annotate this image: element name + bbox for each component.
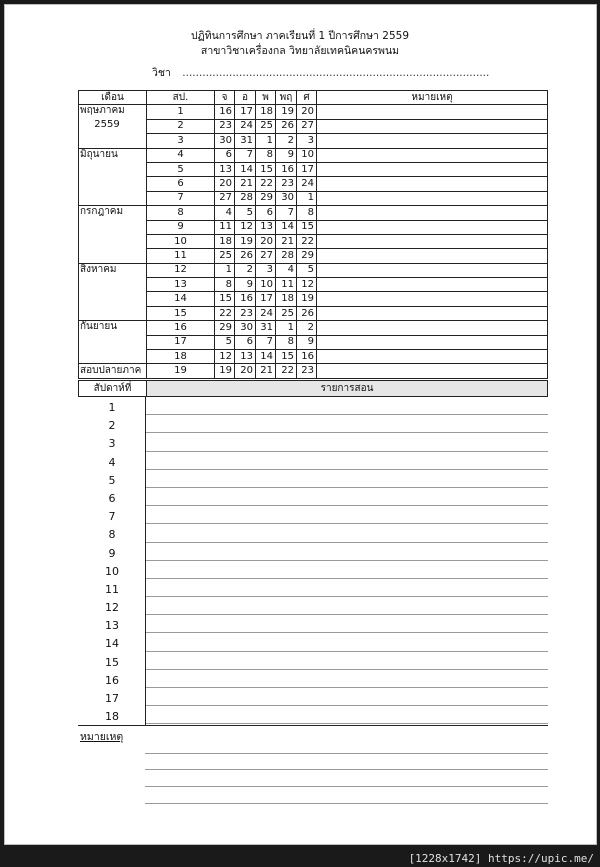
remark-cell [317,206,548,220]
calendar-week-row [79,335,548,349]
plan-week-row [78,688,548,706]
day-cell: 26 [235,249,256,263]
calendar-column-header: เดือน [79,91,147,105]
final-exam-label: สอบปลายภาค [79,364,147,378]
calendar-column-header: พฤ [276,91,297,105]
plan-week-row [78,670,548,688]
image-size-watermark: [1228x1742] https://upic.me/ [408,852,594,865]
week-number: 3 [147,134,215,148]
calendar-week-row [79,350,548,364]
remark-cell [317,335,548,349]
day-cell: 6 [235,335,256,349]
week-number: 17 [147,335,215,349]
day-cell: 2 [235,263,256,277]
document-subtitle: สาขาวิชาเครื่องกล วิทยาลัยเทคนิคนครพนม [200,45,400,57]
day-cell: 23 [235,306,256,320]
plan-week-row [78,561,548,579]
day-cell: 23 [215,119,235,133]
day-cell: 14 [256,350,276,364]
notes-line [145,753,548,754]
day-cell: 11 [215,220,235,234]
day-cell: 10 [256,278,276,292]
remark-cell [317,306,548,320]
day-cell: 16 [276,162,297,176]
remark-cell [317,263,548,277]
day-cell: 29 [256,191,276,205]
month-cell [79,119,147,133]
teaching-plan-header [78,380,548,397]
day-cell: 18 [276,292,297,306]
day-cell: 8 [297,206,317,220]
remark-cell [317,148,548,162]
day-cell: 8 [276,335,297,349]
day-cell: 27 [215,191,235,205]
plan-week-number: 7 [108,510,116,524]
teaching-plan-divider [145,397,146,725]
plan-week-row [78,543,548,561]
day-cell: 25 [256,119,276,133]
week-number: 2 [147,119,215,133]
remark-cell [317,249,548,263]
day-cell: 12 [297,278,317,292]
week-number: 19 [147,364,215,378]
remark-cell [317,278,548,292]
plan-week-row [78,506,548,524]
day-cell: 2 [276,134,297,148]
calendar-week-row [79,292,548,306]
day-cell: 9 [297,335,317,349]
day-cell: 24 [297,177,317,191]
day-cell: 23 [297,364,317,378]
plan-week-number: 18 [105,710,119,724]
day-cell: 13 [215,162,235,176]
day-cell: 5 [235,206,256,220]
day-cell: 17 [235,105,256,119]
plan-week-row [78,488,548,506]
calendar-week-row [79,278,548,292]
day-cell: 19 [297,292,317,306]
remark-cell [317,364,548,378]
day-cell: 8 [256,148,276,162]
remark-cell [317,162,548,176]
remark-cell [317,234,548,248]
day-cell: 19 [276,105,297,119]
day-cell: 26 [276,119,297,133]
day-cell: 13 [235,350,256,364]
final-exam-row [79,364,548,378]
subject-dots: ............................................................................................ [182,67,490,79]
month-name: กรกฎาคม [80,206,124,218]
day-cell: 7 [235,148,256,162]
plan-week-number: 14 [105,637,119,651]
day-cell: 21 [276,234,297,248]
week-number: 9 [147,220,215,234]
month-cell [79,148,147,162]
calendar-body [79,105,548,378]
calendar-column-header: จ [215,91,235,105]
remark-cell [317,134,548,148]
month-cell [79,350,147,364]
day-cell: 18 [256,105,276,119]
day-cell: 1 [297,191,317,205]
day-cell: 19 [215,364,235,378]
calendar-column-header: สป. [147,91,215,105]
remark-cell [317,292,548,306]
month-cell [79,177,147,191]
day-cell: 3 [297,134,317,148]
teaching-plan-bottom-rule [78,725,548,726]
day-cell: 26 [297,306,317,320]
day-cell: 6 [256,206,276,220]
month-name: มิถุนายน [80,148,118,160]
day-cell: 30 [215,134,235,148]
remark-cell [317,191,548,205]
month-cell [79,335,147,349]
plan-week-number: 4 [108,455,116,469]
month-cell [79,191,147,205]
day-cell: 22 [215,306,235,320]
day-cell: 1 [276,321,297,335]
month-cell [79,292,147,306]
day-cell: 3 [256,263,276,277]
day-cell: 2 [297,321,317,335]
week-number: 11 [147,249,215,263]
day-cell: 18 [215,234,235,248]
week-number: 5 [147,162,215,176]
day-cell: 15 [215,292,235,306]
week-column-header: สัปดาห์ที่ [78,381,146,396]
day-cell: 28 [235,191,256,205]
week-number: 7 [147,191,215,205]
plan-week-number: 3 [108,437,116,451]
plan-week-row [78,415,548,433]
remark-cell [317,119,548,133]
day-cell: 16 [215,105,235,119]
calendar-week-row [79,263,548,277]
month-name: พฤษภาคม [80,105,125,117]
day-cell: 16 [297,350,317,364]
week-number: 10 [147,234,215,248]
teaching-items-header: รายการสอน [146,381,548,396]
calendar-week-row [79,249,548,263]
day-cell: 20 [235,364,256,378]
week-number: 4 [147,148,215,162]
week-number: 18 [147,350,215,364]
day-cell: 21 [256,364,276,378]
day-cell: 9 [276,148,297,162]
plan-week-number: 12 [105,601,119,615]
notes-line [145,786,548,787]
calendar-week-row [79,119,548,133]
calendar-week-row [79,206,548,220]
plan-week-row [78,397,548,415]
day-cell: 9 [235,278,256,292]
day-cell: 8 [215,278,235,292]
plan-week-row [78,652,548,670]
day-cell: 31 [235,134,256,148]
day-cell: 28 [276,249,297,263]
week-number: 8 [147,206,215,220]
day-cell: 21 [235,177,256,191]
calendar-week-row [79,134,548,148]
day-cell: 31 [256,321,276,335]
plan-week-row [78,433,548,451]
plan-week-row [78,706,548,724]
remark-cell [317,220,548,234]
subject-line [152,64,489,81]
day-cell: 24 [235,119,256,133]
calendar-week-row [79,148,548,162]
day-cell: 24 [256,306,276,320]
day-cell: 25 [215,249,235,263]
plan-week-number: 17 [105,692,119,705]
day-cell: 30 [235,321,256,335]
day-cell: 7 [256,335,276,349]
plan-week-row [78,524,548,542]
month-cell [79,220,147,234]
month-name: สิงหาคม [80,263,117,275]
day-cell: 22 [256,177,276,191]
notes-line [145,803,548,804]
calendar-header-row [79,91,548,105]
week-number: 6 [147,177,215,191]
week-number: 16 [147,321,215,335]
subject-label: วิชา [152,67,171,79]
day-cell: 4 [215,206,235,220]
day-cell: 20 [215,177,235,191]
day-cell: 27 [256,249,276,263]
calendar-column-header: อ [235,91,256,105]
calendar-week-row [79,234,548,248]
day-cell: 29 [215,321,235,335]
week-number: 1 [147,105,215,119]
day-cell: 23 [276,177,297,191]
plan-week-row [78,452,548,470]
day-cell: 15 [256,162,276,176]
remark-cell [317,105,548,119]
day-cell: 5 [215,335,235,349]
day-cell: 14 [276,220,297,234]
month-cell [79,234,147,248]
plan-week-row [78,597,548,615]
calendar-week-row [79,306,548,320]
calendar-column-header: พ [256,91,276,105]
teaching-plan-rows [78,397,548,724]
plan-week-row [78,470,548,488]
plan-week-number: 10 [105,564,119,578]
calendar-week-row [79,191,548,205]
day-cell: 17 [256,292,276,306]
calendar-week-row [79,105,548,119]
week-number: 14 [147,292,215,306]
day-cell: 12 [215,350,235,364]
month-year: 2559 [94,119,120,131]
calendar-column-header: หมายเหตุ [317,91,548,105]
day-cell: 10 [297,148,317,162]
remark-cell [317,350,548,364]
day-cell: 16 [235,292,256,306]
day-cell: 22 [297,234,317,248]
day-cell: 12 [235,220,256,234]
notes-line [145,769,548,770]
week-number: 13 [147,278,215,292]
week-number: 15 [147,306,215,320]
day-cell: 1 [256,134,276,148]
plan-week-row [78,633,548,651]
day-cell: 17 [297,162,317,176]
day-cell: 6 [215,148,235,162]
day-cell: 1 [215,263,235,277]
day-cell: 4 [276,263,297,277]
plan-week-number: 11 [105,582,119,596]
plan-week-number: 8 [108,528,116,542]
plan-week-number: 1 [108,401,116,414]
month-cell [79,105,147,119]
day-cell: 13 [256,220,276,234]
month-cell [79,278,147,292]
calendar-table [78,90,548,379]
day-cell: 11 [276,278,297,292]
day-cell: 20 [297,105,317,119]
notes-label: หมายเหตุ [80,731,124,743]
month-cell [79,206,147,220]
month-cell [79,321,147,335]
document-title: ปฏิทินการศึกษา ภาคเรียนที่ 1 ปีการศึกษา 2559 [190,30,410,42]
month-cell [79,306,147,320]
calendar-week-row [79,177,548,191]
plan-week-number: 13 [105,619,119,633]
day-cell: 14 [235,162,256,176]
day-cell: 19 [235,234,256,248]
day-cell: 29 [297,249,317,263]
remark-cell [317,321,548,335]
month-cell [79,249,147,263]
plan-week-number: 16 [105,673,119,687]
day-cell: 20 [256,234,276,248]
day-cell: 25 [276,306,297,320]
month-name: กันยายน [80,321,118,333]
day-cell: 27 [297,119,317,133]
plan-week-number: 5 [108,473,116,487]
calendar-column-header: ศ [297,91,317,105]
plan-week-number: 2 [108,419,116,433]
day-cell: 7 [276,206,297,220]
remark-cell [317,177,548,191]
plan-week-number: 15 [105,655,119,669]
day-cell: 5 [297,263,317,277]
month-cell [79,162,147,176]
calendar-week-row [79,220,548,234]
week-number: 12 [147,263,215,277]
plan-week-row [78,615,548,633]
day-cell: 22 [276,364,297,378]
plan-week-row [78,579,548,597]
month-cell [79,263,147,277]
day-cell: 15 [276,350,297,364]
plan-week-number: 9 [108,546,116,560]
plan-week-number: 6 [108,491,116,505]
month-cell [79,134,147,148]
calendar-week-row [79,321,548,335]
day-cell: 15 [297,220,317,234]
day-cell: 30 [276,191,297,205]
calendar-week-row [79,162,548,176]
